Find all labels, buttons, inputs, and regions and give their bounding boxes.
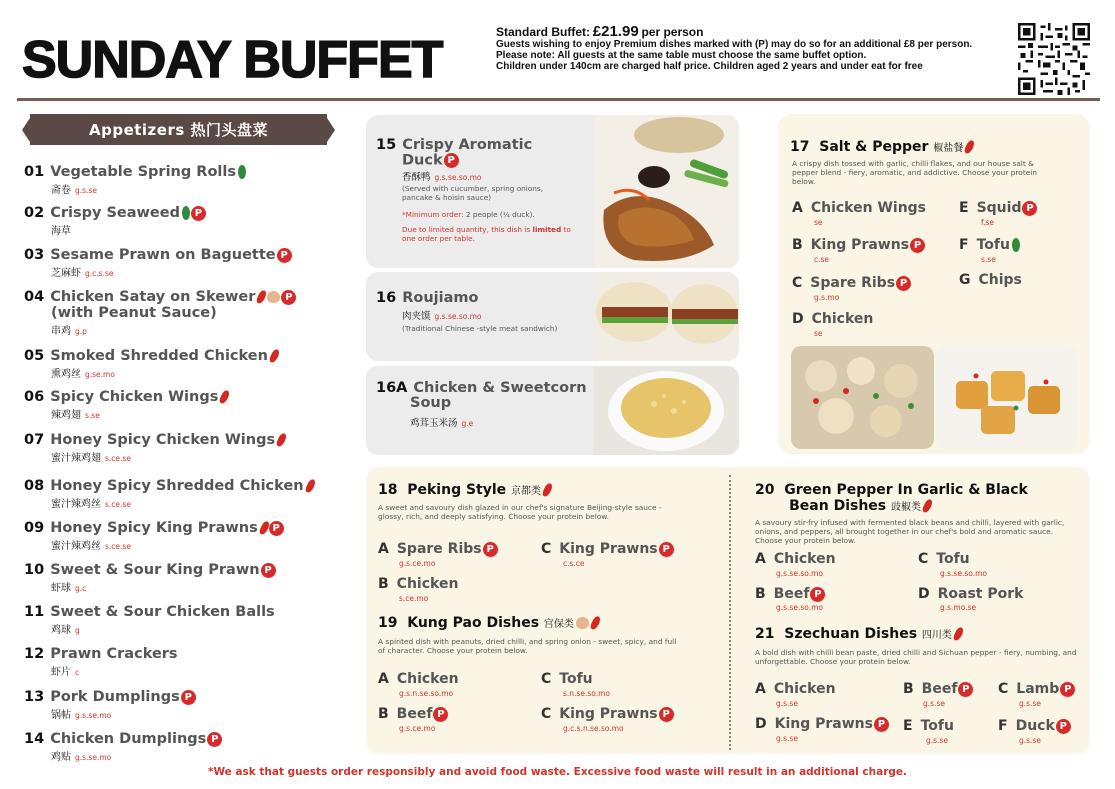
premium-badge: P xyxy=(191,206,206,221)
list-item[interactable]: 14 Chicken Dumplings P 鸡贴 g.s.se.mo xyxy=(24,731,354,763)
section-19-heading: 19 Kung Pao Dishes 宫保类 xyxy=(378,615,599,631)
roujiamo-photo xyxy=(594,272,739,361)
per-person: per person xyxy=(641,25,704,39)
salt-pepper-squid-photo xyxy=(791,346,934,449)
premium-badge: P xyxy=(896,276,911,291)
section-divider xyxy=(729,475,731,750)
premium-badge: P xyxy=(910,238,925,253)
section-17-heading: 17 Salt & Pepper 椒盐餐 xyxy=(790,139,973,155)
section-18-heading: 18 Peking Style 京都类 xyxy=(378,482,551,498)
option-tofu[interactable]: E Tofu xyxy=(903,718,954,734)
dish-card-15[interactable]: 15 Crispy Aromatic Duck P 香酥鸭 g.s.se.so.mo (Served with cucumber, spring onions, pancake & hoisin sauce) *Minimum order: 2 people (¼ duck). Due to limited quantity, this dish is limited to one order per table. xyxy=(366,115,739,268)
option-chicken[interactable]: A Chicken xyxy=(755,681,836,697)
option-tofu[interactable]: C Tofu xyxy=(918,551,970,567)
premium-badge: P xyxy=(261,563,276,578)
premium-badge: P xyxy=(659,542,674,557)
list-item[interactable]: 08 Honey Spicy Shredded Chicken 蜜汁辣鸡丝 s.ce.se xyxy=(24,478,354,510)
qr-code-icon[interactable] xyxy=(1018,23,1090,95)
option-chips[interactable]: G Chips xyxy=(959,272,1022,288)
list-item[interactable]: 12 Prawn Crackers 虾片 c xyxy=(24,646,178,678)
vegetarian-icon xyxy=(1012,238,1020,252)
list-item[interactable]: 07 Honey Spicy Chicken Wings 蜜汁辣鸡翅 s.ce.se xyxy=(24,432,354,464)
option-beef[interactable]: B Beef P xyxy=(903,681,973,697)
buffet-info xyxy=(496,23,996,72)
option-tofu[interactable]: F Tofu xyxy=(959,237,1020,253)
premium-badge: P xyxy=(659,707,674,722)
premium-badge: P xyxy=(433,707,448,722)
option-chicken-wings[interactable]: A Chicken Wings xyxy=(792,200,927,216)
premium-badge: P xyxy=(810,587,825,602)
option-beef[interactable]: B Beef P xyxy=(378,706,448,722)
option-king-prawns[interactable]: D King Prawns P xyxy=(755,716,889,732)
premium-badge: P xyxy=(181,690,196,705)
list-item[interactable]: 09 Honey Spicy King Prawns P 蜜汁辣鸡丝 s.ce.se xyxy=(24,520,354,552)
option-squid[interactable]: E Squid P xyxy=(959,200,1037,216)
standard-label: Standard Buffet: xyxy=(496,25,590,39)
section-17-desc: A crispy dish tossed with garlic, chilli flakes, and our house salt & pepper blend - fiery, aromatic, and addictive. Choose your protein below. xyxy=(792,159,1037,186)
option-chicken[interactable]: A Chicken xyxy=(755,551,836,567)
premium-badge: P xyxy=(1022,201,1037,216)
crispy-duck-photo xyxy=(594,115,739,268)
appetizers-heading: Appetizers 热门头盘菜 xyxy=(30,114,327,145)
garlic-icon xyxy=(267,291,280,303)
list-item[interactable]: 13 Pork Dumplings P 锅帖 g.s.se.mo xyxy=(24,689,354,721)
garlic-icon xyxy=(576,617,589,629)
list-item[interactable]: 06 Spicy Chicken Wings 辣鸡翅 s.se xyxy=(24,389,354,421)
vegetarian-icon xyxy=(182,206,190,220)
vegetarian-icon xyxy=(238,165,246,179)
section-20-heading: 20 Green Pepper In Garlic & Black Bean Dishes 豉椒类 xyxy=(755,482,1028,514)
option-king-prawns[interactable]: C King Prawns P xyxy=(541,541,674,557)
chilli-icon xyxy=(256,289,268,305)
premium-badge: P xyxy=(444,153,459,168)
list-item[interactable]: 05 Smoked Shredded Chicken 熏鸡丝 g.se.mo xyxy=(24,348,354,380)
premium-badge: P xyxy=(958,682,973,697)
option-spare-ribs[interactable]: C Spare Ribs P xyxy=(792,275,911,291)
dish-card-16a[interactable]: 16A Chicken & Sweetcorn Soup 鸡茸玉米汤 g.e xyxy=(366,366,739,455)
premium-badge: P xyxy=(281,290,296,305)
header-divider xyxy=(17,98,1100,101)
option-lamb[interactable]: C Lamb P xyxy=(998,681,1075,697)
premium-badge: P xyxy=(269,521,284,536)
dish-card-16[interactable]: 16 Roujiamo 肉夹馍 g.s.se.so.mo (Traditional Chinese -style meat sandwich) xyxy=(366,272,739,361)
chilli-icon xyxy=(921,498,933,514)
premium-badge: P xyxy=(874,717,889,732)
option-roast-pork[interactable]: D Roast Pork xyxy=(918,586,1024,602)
list-item[interactable]: 01 Vegetable Spring Rolls 斋卷 g.s.se xyxy=(24,164,354,196)
option-tofu[interactable]: C Tofu xyxy=(541,671,593,687)
premium-badge: P xyxy=(277,248,292,263)
premium-badge: P xyxy=(1056,719,1071,734)
chilli-icon xyxy=(304,478,316,494)
list-item[interactable]: 10 Sweet & Sour King Prawn P 虾球 g.c xyxy=(24,562,354,594)
premium-badge: P xyxy=(207,732,222,747)
section-21-heading: 21 Szechuan Dishes 四川类 xyxy=(755,626,962,642)
option-spare-ribs[interactable]: A Spare Ribs P xyxy=(378,541,498,557)
list-item[interactable]: 04 Chicken Satay on Skewer P (with Peanut Sauce) 串鸡 g.p xyxy=(24,289,354,337)
children-note: Children under 140cm are charged half price. Children aged 2 years and under eat for free xyxy=(496,61,923,72)
buffet-price: £21.99 xyxy=(592,23,639,40)
option-chicken[interactable]: A Chicken xyxy=(378,671,459,687)
chilli-icon xyxy=(268,348,280,364)
option-duck[interactable]: F Duck P xyxy=(998,718,1071,734)
chilli-icon xyxy=(219,389,231,405)
list-item[interactable]: 02 Crispy Seaweed P 海草 xyxy=(24,205,354,237)
list-item[interactable]: 03 Sesame Prawn on Baguette P 芝麻虾 g.c.s.se xyxy=(24,247,354,279)
table-note: Please note: All guests at the same table must choose the same buffet option. xyxy=(496,50,867,61)
option-chicken[interactable]: D Chicken xyxy=(792,311,874,327)
premium-note: Guests wishing to enjoy Premium dishes marked with (P) may do so for an additional £8 per person. xyxy=(496,39,973,50)
premium-badge: P xyxy=(483,542,498,557)
sweetcorn-soup-photo xyxy=(594,366,739,455)
option-king-prawns[interactable]: C King Prawns P xyxy=(541,706,674,722)
salt-pepper-tofu-photo xyxy=(936,346,1077,449)
food-waste-notice: *We ask that guests order responsibly and avoid food waste. Excessive food waste will result in an additional charge. xyxy=(207,766,908,778)
page-title: SUNDAY BUFFET xyxy=(22,31,443,89)
chilli-icon xyxy=(275,432,287,448)
option-king-prawns[interactable]: B King Prawns P xyxy=(792,237,925,253)
list-item[interactable]: 11 Sweet & Sour Chicken Balls 鸡球 g xyxy=(24,604,275,636)
option-beef[interactable]: B Beef P xyxy=(755,586,825,602)
option-chicken[interactable]: B Chicken xyxy=(378,576,459,592)
premium-badge: P xyxy=(1060,682,1075,697)
